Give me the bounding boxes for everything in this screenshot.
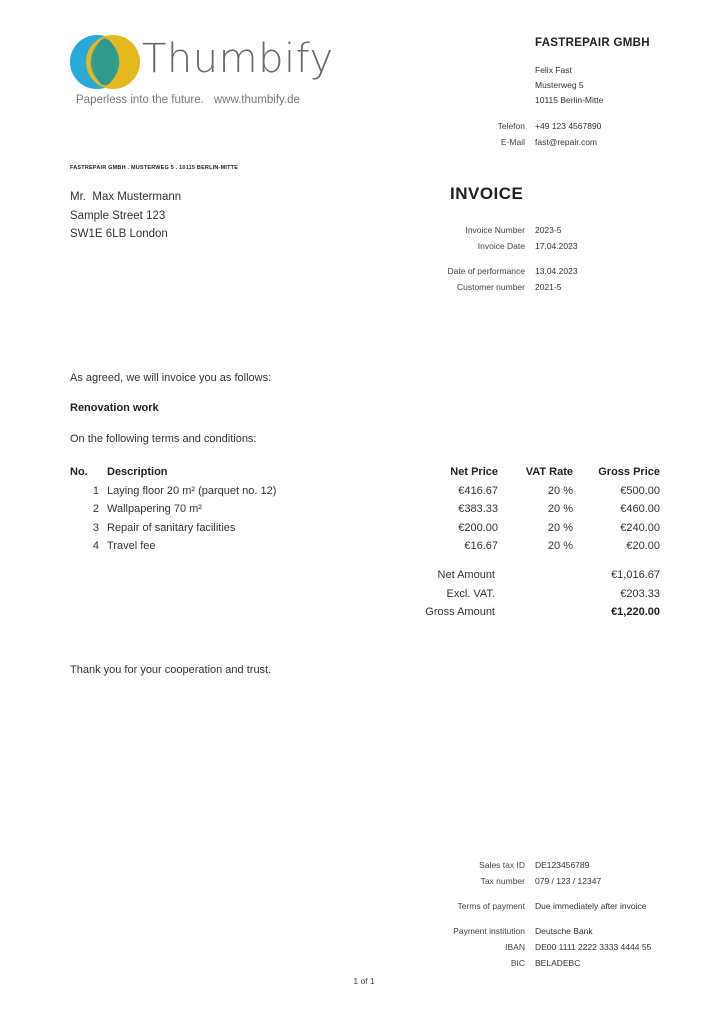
invoice-date-row [418, 238, 668, 254]
iban-row [418, 939, 678, 955]
iban-label: IBAN [505, 942, 525, 952]
row-gross-price: €20.00 [626, 540, 660, 553]
vat-amount-label: Excl. VAT. [446, 587, 495, 600]
row-net-price: €383.33 [458, 503, 498, 516]
invoice-meta [418, 222, 668, 295]
sender-contact [440, 118, 665, 150]
recipient-street: Sample Street 123 [70, 209, 166, 222]
invoice-date-label: Invoice Date [477, 241, 525, 251]
bic-value: BELADEBC [535, 958, 581, 968]
net-amount-label: Net Amount [437, 569, 495, 582]
row-vat-rate: 20 % [547, 503, 573, 516]
row-no: 2 [92, 503, 99, 516]
net-amount-value: €1,016.67 [611, 569, 660, 582]
bank-label: Payment institution [453, 926, 525, 936]
performance-date-label: Date of performance [447, 266, 525, 276]
customer-number-label: Customer number [456, 282, 525, 292]
intro-text: As agreed, we will invoice you as follows: [70, 372, 272, 384]
row-description: Wallpapering 70 m² [107, 503, 202, 516]
row-gross-price: €460.00 [620, 503, 660, 516]
recipient-address [70, 188, 181, 244]
iban-value: DE00 1111 2222 3333 4444 55 [535, 942, 652, 952]
performance-date-row [418, 263, 668, 279]
vat-amount-row [380, 585, 660, 604]
sales-tax-value: DE123456789 [535, 860, 590, 870]
logo-tagline [76, 94, 300, 106]
phone-row [440, 118, 665, 134]
header-net-price: Net Price [450, 466, 498, 479]
invoice-title: INVOICE [450, 184, 524, 203]
row-vat-rate: 20 % [547, 540, 573, 553]
payment-terms-value: Due immediately after invoice [535, 901, 647, 911]
net-amount-row [380, 566, 660, 585]
terms-text: On the following terms and conditions: [70, 433, 257, 445]
sender-address [535, 63, 603, 108]
sender-contact-person: Felix Fast [535, 65, 572, 75]
payment-info [418, 857, 678, 971]
email-value: fast@repair.com [535, 137, 598, 147]
table-row [70, 482, 660, 501]
row-vat-rate: 20 % [547, 484, 573, 497]
thanks-text: Thank you for your cooperation and trust. [70, 664, 272, 676]
sales-tax-row [418, 857, 678, 873]
payment-terms-label: Terms of payment [457, 901, 525, 911]
invoice-subject: Renovation work [70, 402, 159, 414]
company-logo [70, 32, 334, 112]
sender-city: 10115 Berlin-Mitte [535, 95, 604, 105]
totals-block [380, 566, 660, 622]
row-gross-price: €240.00 [620, 521, 660, 534]
logo-wordmark: Thumbify [142, 36, 334, 82]
bank-value: Deutsche Bank [535, 926, 593, 936]
invoice-number-row [418, 222, 668, 238]
row-description: Travel fee [107, 540, 156, 553]
row-gross-price: €500.00 [620, 484, 660, 497]
sender-company-name: FASTREPAIR GMBH [535, 37, 650, 49]
customer-number-value: 2021-5 [535, 282, 562, 292]
gross-amount-value: €1,220.00 [611, 606, 660, 619]
sender-street: Musterweg 5 [535, 80, 584, 90]
tax-number-label: Tax number [480, 876, 525, 886]
customer-number-row [418, 279, 668, 295]
bic-label: BIC [510, 958, 525, 968]
payment-terms-row [418, 898, 678, 914]
row-description: Repair of sanitary facilities [107, 521, 236, 534]
invoice-number-value: 2023-5 [535, 225, 562, 235]
phone-label: Telefon [497, 121, 525, 131]
sales-tax-label: Sales tax ID [479, 860, 525, 870]
row-net-price: €416.67 [458, 484, 498, 497]
recipient-city: SW1E 6LB London [70, 228, 168, 240]
gross-amount-row [380, 603, 660, 622]
header-no: No. [70, 466, 88, 479]
logo-circles-icon [70, 34, 140, 90]
row-description: Laying floor 20 m² (parquet no. 12) [107, 484, 277, 497]
tagline-text: Paperless into the future. [76, 94, 204, 106]
row-net-price: €200.00 [458, 521, 498, 534]
tax-number-value: 079 / 123 / 12347 [535, 876, 602, 886]
website-text: www.thumbify.de [213, 94, 300, 106]
table-row [70, 500, 660, 519]
header-vat-rate: VAT Rate [525, 466, 573, 479]
header-description: Description [107, 466, 168, 479]
tax-number-row [418, 873, 678, 889]
row-no: 4 [92, 540, 99, 553]
invoice-number-label: Invoice Number [465, 225, 525, 235]
recipient-name: Mr. Max Mustermann [70, 191, 182, 203]
row-net-price: €16.67 [464, 540, 498, 553]
bank-row [418, 923, 678, 939]
email-label: E-Mail [500, 137, 525, 147]
items-table [70, 463, 660, 556]
bic-row [418, 955, 678, 971]
table-row [70, 537, 660, 556]
email-row [440, 134, 665, 150]
performance-date-value: 13.04.2023 [535, 266, 578, 276]
row-vat-rate: 20 % [547, 521, 573, 534]
phone-value: +49 123 4567890 [535, 121, 602, 131]
invoice-date-value: 17.04.2023 [535, 241, 578, 251]
gross-amount-label: Gross Amount [425, 606, 495, 619]
table-row [70, 519, 660, 538]
table-header [70, 463, 660, 482]
row-no: 1 [92, 484, 99, 497]
page-number: 1 of 1 [353, 976, 375, 986]
vat-amount-value: €203.33 [620, 587, 660, 600]
row-no: 3 [92, 521, 99, 534]
return-address-line: FASTREPAIR GMBH . MUSTERWEG 5 . 10115 BERLIN-MITTE [70, 165, 239, 171]
header-gross-price: Gross Price [598, 466, 660, 479]
